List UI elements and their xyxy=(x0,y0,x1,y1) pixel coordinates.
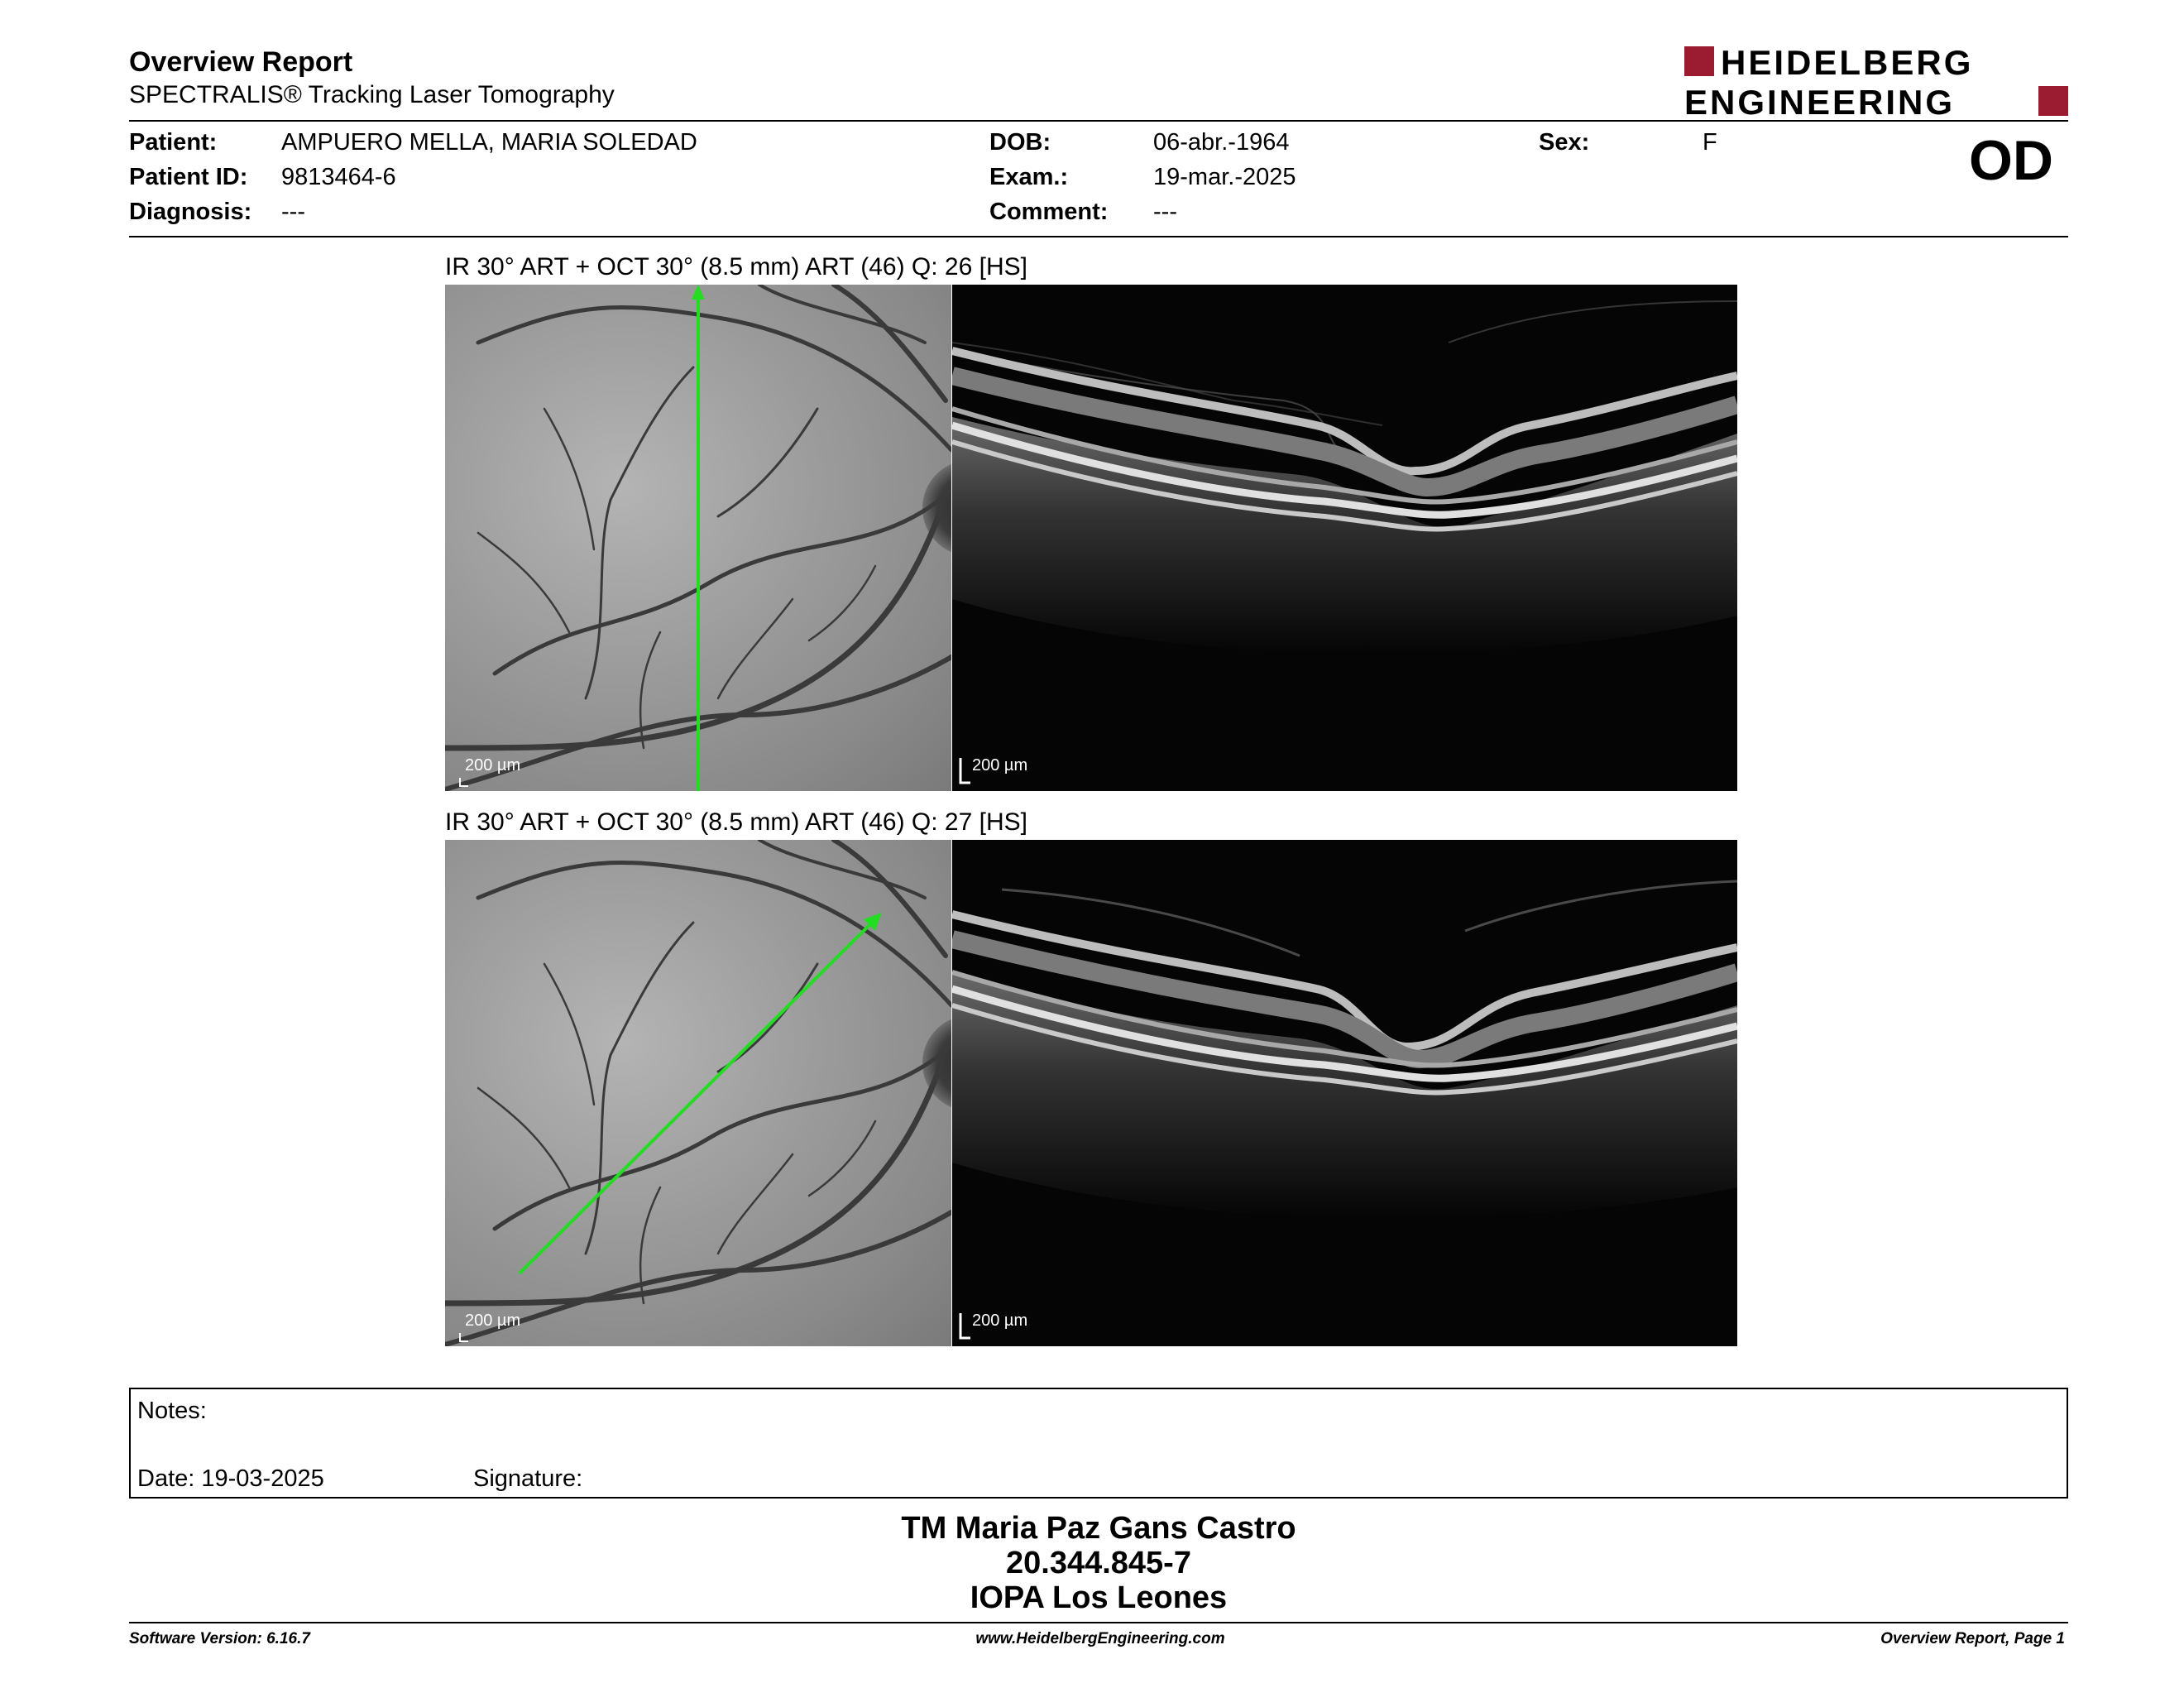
logo-line1: HEIDELBERG xyxy=(1721,43,1974,82)
dob-value: 06-abr.-1964 xyxy=(1153,129,1290,156)
notes-box xyxy=(129,1388,2068,1499)
patient-label: Patient: xyxy=(129,129,218,156)
oct-bscan-1 xyxy=(952,285,1737,791)
comment-label: Comment: xyxy=(989,199,1109,225)
oct-scale-label-1: 200 µm xyxy=(972,756,1028,774)
oct-bscan-2 xyxy=(952,840,1737,1346)
dob-label: DOB: xyxy=(989,129,1051,156)
fundus-vessels-2 xyxy=(445,840,951,1346)
oct-scale-label-2: 200 µm xyxy=(972,1312,1028,1330)
report-title: Overview Report xyxy=(129,46,353,78)
sex-label: Sex: xyxy=(1539,129,1590,156)
oct-layers-1 xyxy=(952,285,1737,791)
signoff-rut: 20.344.845-7 xyxy=(1006,1546,1191,1580)
comment-value: --- xyxy=(1153,199,1177,225)
footer-website: www.HeidelbergEngineering.com xyxy=(975,1630,1225,1647)
signature-label: Signature: xyxy=(473,1465,583,1492)
signoff-name: TM Maria Paz Gans Castro xyxy=(901,1511,1296,1546)
patient-id: 9813464-6 xyxy=(281,164,396,190)
footer-software-version: Software Version: 6.16.7 xyxy=(129,1630,310,1647)
fundus-vessels-1 xyxy=(445,285,951,791)
footer-rule xyxy=(129,1622,2068,1623)
logo-line2: ENGINEERING xyxy=(1684,83,1956,119)
patient-id-label: Patient ID: xyxy=(129,164,248,190)
patient-name: AMPUERO MELLA, MARIA SOLEDAD xyxy=(281,129,697,156)
signoff-institution: IOPA Los Leones xyxy=(970,1580,1228,1615)
ir-scale-label-1: 200 µm xyxy=(465,756,521,774)
scan-line-2 xyxy=(520,919,875,1273)
header-rule-bottom xyxy=(129,236,2068,237)
oct-layers-2 xyxy=(952,840,1737,1346)
eye-laterality: OD xyxy=(1969,129,2053,192)
oct-scale-bar-2 xyxy=(960,1313,970,1338)
notes-label: Notes: xyxy=(137,1398,207,1424)
scan-arrowhead-1 xyxy=(692,285,705,300)
ir-fundus-image-2 xyxy=(445,840,951,1346)
footer-page: Overview Report, Page 1 xyxy=(1880,1630,2065,1647)
ir-fundus-image-1 xyxy=(445,285,951,791)
report-subtitle: SPECTRALIS® Tracking Laser Tomography xyxy=(129,81,615,108)
scan-caption-1: IR 30° ART + OCT 30° (8.5 mm) ART (46) Q: 26 [HS] xyxy=(445,253,1027,281)
scan-caption-2: IR 30° ART + OCT 30° (8.5 mm) ART (46) Q: 27 [HS] xyxy=(445,808,1027,836)
oct-scale-bar-1 xyxy=(960,758,970,783)
diagnosis-label: Diagnosis: xyxy=(129,199,252,225)
exam-value: 19-mar.-2025 xyxy=(1153,164,1296,190)
header-rule-top xyxy=(129,120,2068,122)
exam-label: Exam.: xyxy=(989,164,1069,190)
notes-date: Date: 19-03-2025 xyxy=(137,1465,324,1492)
sex-value: F xyxy=(1703,129,1717,156)
logo-square-bottom xyxy=(2038,86,2068,116)
ir-scale-label-2: 200 µm xyxy=(465,1312,521,1330)
heidelberg-logo xyxy=(1684,43,2068,119)
diagnosis-value: --- xyxy=(281,199,305,225)
logo-square-top xyxy=(1684,46,1714,76)
